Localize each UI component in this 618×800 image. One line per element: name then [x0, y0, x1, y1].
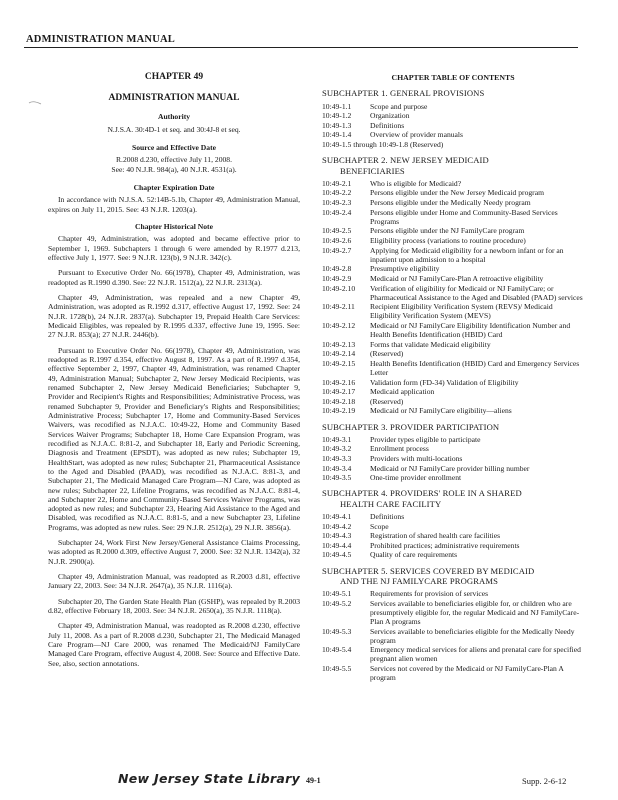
toc-entry	[322, 522, 584, 531]
section-title: Eligibility process (variations to routine procedure)	[370, 235, 526, 245]
section-number: 10:49-4.3	[322, 531, 352, 541]
subchapter-heading	[322, 88, 584, 98]
expiration-text: In accordance with N.J.S.A. 52:14B-5.1b, Chapter 49, Administration Manual, expires on July 11, 2015. See: 43 N.J.R. 1203(a).	[48, 195, 300, 214]
section-number: 10:49-2.10	[322, 283, 356, 293]
toc-entry	[322, 589, 584, 598]
section-title: Scope and purpose	[370, 101, 428, 111]
source-text-1: R.2008 d.230, effective July 11, 2008.	[115, 155, 232, 165]
section-number: 10:49-4.2	[322, 521, 352, 531]
section-title: Emergency medical services for aliens and prenatal care for specified pregnant alien women	[370, 645, 581, 664]
toc-entry	[322, 264, 584, 273]
toc-entry	[322, 130, 584, 139]
toc-entry	[322, 226, 584, 235]
library-stamp: New Jersey State Library	[118, 771, 301, 786]
toc-entry	[322, 531, 584, 540]
history-paragraph: Subchapter 24, Work First New Jersey/General Assistance Claims Processing, was adopted as R.2000 d.309, effective August 7, 2000. See: 32 N.J.R. 1342(a), 32 N.J.R. 2900(a).	[48, 538, 300, 566]
table-of-contents	[322, 73, 584, 683]
section-number: 10:49-3.2	[322, 444, 352, 454]
section-title: Registration of shared health care facilities	[370, 531, 501, 541]
section-number: 10:49-4.1	[322, 512, 352, 522]
section-number: 10:49-2.18	[322, 396, 356, 406]
history-paragraph: Chapter 49, Administration Manual, was readopted as R.2008 d.230, effective July 11, 2008. As a part of R.2008 d.230, Subchapter 21, The Medicaid Managed Care Program—NJ Care 2000, was renamed The Medicaid/NJ FamilyCare Managed Care Program, effective August 4, 2008. See: Source and Effective Date. See, also, section annotations.	[48, 621, 300, 668]
section-title: Verification of eligibility for Medicaid or NJ FamilyCare; or Pharmaceutical Assistance to the Aged and Disabled (PAAD) services	[370, 283, 583, 302]
toc-entry	[322, 179, 584, 188]
section-number: 10:49-3.3	[322, 454, 352, 464]
section-number: 10:49-5.1	[322, 589, 352, 599]
toc-entry	[322, 454, 584, 463]
authority-label: Authority	[157, 112, 191, 122]
subchapter-title-continued: BENEFICIARIES	[340, 165, 405, 176]
running-header: ADMINISTRATION MANUAL	[26, 34, 175, 45]
source-label: Source and Effective Date	[131, 143, 216, 152]
section-number: 10:49-4.5	[322, 550, 352, 560]
section-title: Definitions	[370, 512, 405, 522]
toc-entry	[322, 473, 584, 482]
section-number: 10:49-2.8	[322, 264, 352, 274]
history-paragraph: Chapter 49, Administration, was adopted and became effective prior to September 1, 1969. Subchapters 1 through 6 were amended by R.1977 d.213, effective July 1, 1977. See: 9 N.J.R. 123(b), 9 N.J.R. 342(c).	[48, 234, 300, 262]
section-number: 10:49-2.3	[322, 198, 352, 208]
supplement-date: Supp. 2-6-12	[522, 776, 567, 786]
toc-entry	[322, 111, 584, 120]
history-paragraph: Subchapter 20, The Garden State Health Plan (GSHP), was repealed by R.2003 d.82, effective February 18, 2003. See: 34 N.J.R. 2650(a), 35 N.J.R. 1118(a).	[48, 596, 300, 616]
toc-body	[322, 88, 584, 682]
section-title: Who is eligible for Medicaid?	[370, 178, 462, 188]
section-number: 10:49-2.19	[322, 406, 356, 416]
section-title: Recipient Eligibility Verification System (REVS)/ Medicaid Eligibility Verification System (MEVS)	[370, 302, 553, 321]
history-paragraph: Chapter 49, Administration Manual, was readopted as R.2003 d.81, effective January 22, 2003. See: 34 N.J.R. 2647(a), 35 N.J.R. 1116(a).	[48, 572, 300, 591]
section-title: Persons eligible under the Medically Needy program	[370, 198, 531, 208]
section-number: 10:49-3.1	[322, 434, 352, 444]
toc-entry	[322, 464, 584, 473]
toc-entry	[322, 140, 584, 149]
source-text-2: See: 40 N.J.R. 984(a), 40 N.J.R. 4531(a).	[111, 164, 237, 174]
toc-entry	[322, 627, 584, 645]
section-title: Organization	[370, 111, 410, 121]
history-list	[48, 234, 300, 668]
section-number: 10:49-5.2	[322, 598, 352, 608]
subchapter-title: SUBCHAPTER 3. PROVIDER PARTICIPATION	[322, 421, 500, 432]
toc-entry	[322, 274, 584, 283]
section-number: 10:49-2.7	[322, 245, 352, 255]
section-number: 10:49-2.6	[322, 235, 352, 245]
section-title: Definitions	[370, 120, 405, 130]
toc-entry	[322, 302, 584, 320]
toc-entry	[322, 387, 584, 396]
subchapter-heading	[322, 422, 584, 432]
section-title: Provider types eligible to participate	[370, 434, 481, 444]
toc-entry	[322, 397, 584, 406]
toc-entry	[322, 321, 584, 339]
toc-entry	[322, 188, 584, 197]
subchapter-title-continued: AND THE NJ FAMILYCARE PROGRAMS	[340, 575, 498, 586]
section-title: Forms that validate Medicaid eligibility	[370, 339, 491, 349]
chapter-name: ADMINISTRATION MANUAL	[108, 92, 240, 103]
section-number: 10:49-2.5	[322, 226, 352, 236]
section-title: Presumptive eligibility	[370, 264, 440, 274]
section-title: (Reserved)	[370, 396, 404, 406]
section-number: 10:49-5.5	[322, 664, 352, 674]
header-rule	[24, 47, 578, 48]
section-title: Medicaid or NJ FamilyCare provider billing number	[370, 463, 530, 473]
margin-pencil-mark	[28, 98, 42, 108]
section-title: Persons eligible under the New Jersey Medicaid program	[370, 188, 544, 198]
toc-entry	[322, 246, 584, 264]
section-title: Scope	[370, 521, 389, 531]
section-title: Persons eligible under Home and Community-Based Services Programs	[370, 207, 558, 226]
toc-entry	[322, 645, 584, 663]
section-title: Health Benefits Identification (HBID) Card and Emergency Services Letter	[370, 358, 580, 378]
section-title: Prohibited practices; administrative requirements	[370, 540, 520, 550]
section-title: Services available to beneficiaries eligible for, or children who are presumptively eligible for, the regular Medicaid and NJ FamilyCare-Plan A programs	[370, 598, 580, 627]
section-number: 10:49-1.2	[322, 111, 352, 121]
subchapter-heading	[322, 566, 584, 587]
toc-entry	[322, 340, 584, 349]
toc-entry	[322, 599, 584, 626]
history-label: Chapter Historical Note	[135, 221, 213, 231]
section-number: 10:49-2.9	[322, 273, 352, 283]
toc-entry	[322, 550, 584, 559]
subchapter-title: SUBCHAPTER 5. SERVICES COVERED BY MEDICAID	[322, 565, 535, 576]
section-title: Quality of care requirements	[370, 550, 458, 560]
section-title: Medicaid application	[370, 387, 435, 397]
chapter-number: CHAPTER 49	[144, 72, 204, 82]
section-number: 10:49-2.17	[322, 387, 356, 397]
subchapter-title-continued: HEALTH CARE FACILITY	[340, 498, 442, 509]
expiration-label: Chapter Expiration Date	[133, 182, 215, 192]
section-title: 10:49-1.5 through 10:49-1.8 (Reserved)	[322, 140, 444, 150]
history-paragraph: Pursuant to Executive Order No. 66(1978), Chapter 49, Administration, was readopted as R.1997 d.354, effective August 8, 1997. As a part of R.1997 d.354, effective September 2, 1997, Chapter 49, Administration, was renamed Chapter 49, Administration Manual; Subchapter 2, New Jersey Medicaid Recipients, was renamed Subchapter 2, New Jersey Medicaid Beneficiaries; Subchapter 9, Provider and Recipient's Rights and Responsibilities; Administrative Process, was renamed Subchapter 9, Provider and Beneficiary's Rights and Responsibilities; Administrative Process; Subchapter 17, Home and Community-Based Services Waivers, was recodified as N.J.A.C. 10:49-22, Home and Community Based Services Waiver Programs; Subchapter 18, Home Care Expansion Program, was recodified as N.J.A.C. 8:81-2, and Subchapter 18, Early and Periodic Screening, Diagnosis and Treatment (EPSDT), was adopted as new rules; Subchapter 19, HealthStart, was adopted as new rules; Subchapter 21, Pharmaceutical Assistance to the Aged and Disabled (PAAD), was recodified as N.J.A.C. 8:81-3, and Subchapter 21, The Medicaid Managed Care Program—NJ Care, was adopted as new rules; Subchapter 22, Lifeline Programs, was recodified as N.J.A.C. 8:81-4, and Subchapter 22, Home and Community-Based Services Waiver Programs, was adopted as new rules; and Subchapter 23, Hearing Aid Assistance to the Aged and Disabled, was recodified as N.J.A.C. 8:81-5, and a new Subchapter 23, Lifeline Programs, was adopted as new rules. See: 29 N.J.R. 2512(a), 29 N.J.R. 3856(a).	[48, 345, 300, 532]
section-title: Medicaid or NJ FamilyCare eligibility—aliens	[370, 406, 512, 416]
toc-entry	[322, 349, 584, 358]
section-title: Providers with multi-locations	[370, 454, 463, 464]
section-number: 10:49-2.16	[322, 377, 356, 387]
toc-entry	[322, 541, 584, 550]
section-title: One-time provider enrollment	[370, 473, 462, 483]
toc-entry	[322, 406, 584, 415]
toc-entry	[322, 208, 584, 226]
section-title: Services not covered by the Medicaid or NJ FamilyCare-Plan A program	[370, 664, 564, 683]
toc-title: CHAPTER TABLE OF CONTENTS	[391, 73, 515, 82]
section-number: 10:49-1.1	[322, 101, 352, 111]
section-number: 10:49-2.4	[322, 207, 352, 217]
page-number: 49-1	[306, 776, 321, 785]
section-title: Persons eligible under the NJ FamilyCare program	[370, 226, 525, 236]
toc-entry	[322, 102, 584, 111]
section-number: 10:49-2.1	[322, 178, 352, 188]
section-title: Medicaid or NJ FamilyCare Eligibility Identification Number and Health Benefits Identification (HBID) Card	[370, 320, 571, 340]
subchapter-heading	[322, 155, 584, 176]
toc-entry	[322, 664, 584, 682]
subchapter-heading	[322, 488, 584, 509]
toc-entry	[322, 198, 584, 207]
subchapter-title: SUBCHAPTER 1. GENERAL PROVISIONS	[322, 88, 485, 99]
section-number: 10:49-1.3	[322, 120, 352, 130]
section-title: Medicaid or NJ FamilyCare-Plan A retroactive eligibility	[370, 273, 544, 283]
section-number: 10:49-3.4	[322, 463, 352, 473]
section-number: 10:49-5.4	[322, 645, 352, 655]
section-number: 10:49-2.2	[322, 188, 352, 198]
section-number: 10:49-2.13	[322, 339, 356, 349]
toc-entry	[322, 378, 584, 387]
toc-entry	[322, 444, 584, 453]
section-number: 10:49-2.12	[322, 320, 356, 330]
section-number: 10:49-3.5	[322, 473, 352, 483]
section-number: 10:49-4.4	[322, 540, 352, 550]
section-number: 10:49-2.15	[322, 358, 356, 368]
section-title: Enrollment process	[370, 444, 429, 454]
toc-entry	[322, 435, 584, 444]
toc-entry	[322, 236, 584, 245]
authority-text: N.J.S.A. 30:4D-1 et seq. and 30:4J-8 et seq.	[107, 124, 241, 134]
section-number: 10:49-2.14	[322, 349, 356, 359]
section-title: Requirements for provision of services	[370, 589, 489, 599]
section-title: Applying for Medicaid eligibility for a newborn infant or for an inpatient upon admission to a hospital	[370, 245, 564, 264]
toc-entry	[322, 121, 584, 130]
section-title: Validation form (FD-34) Validation of Eligibility	[370, 377, 519, 387]
section-number: 10:49-1.4	[322, 130, 352, 140]
section-title: (Reserved)	[370, 349, 404, 359]
section-number: 10:49-2.11	[322, 302, 355, 312]
left-column	[48, 70, 300, 674]
toc-entry	[322, 359, 584, 377]
subchapter-title: SUBCHAPTER 2. NEW JERSEY MEDICAID	[322, 155, 489, 166]
toc-entry	[322, 512, 584, 521]
subchapter-title: SUBCHAPTER 4. PROVIDERS' ROLE IN A SHARED	[322, 488, 522, 499]
toc-entry	[322, 284, 584, 302]
section-title: Overview of provider manuals	[370, 130, 463, 140]
section-number: 10:49-5.3	[322, 626, 352, 636]
history-paragraph: Pursuant to Executive Order No. 66(1978), Chapter 49, Administration, was readopted as R.1990 d.390. See: 22 N.J.R. 1512(a), 22 N.J.R. 2313(a).	[48, 268, 300, 287]
section-title: Services available to beneficiaries eligible for the Medically Needy program	[370, 626, 575, 645]
history-paragraph: Chapter 49, Administration, was repealed and a new Chapter 49, Administration, was adopted as R.1992 d.317, effective August 17, 1992. See: 24 N.J.R. 1728(b), 24 N.J.R. 2837(a). Subchapter 19, Prepaid Health Care Services: Medicaid Eligibles, was repealed by R.1995 d.337, effective June 19, 1995. See: 27 N.J.R. 853(a); 27 N.J.R. 2446(b).	[48, 292, 300, 340]
